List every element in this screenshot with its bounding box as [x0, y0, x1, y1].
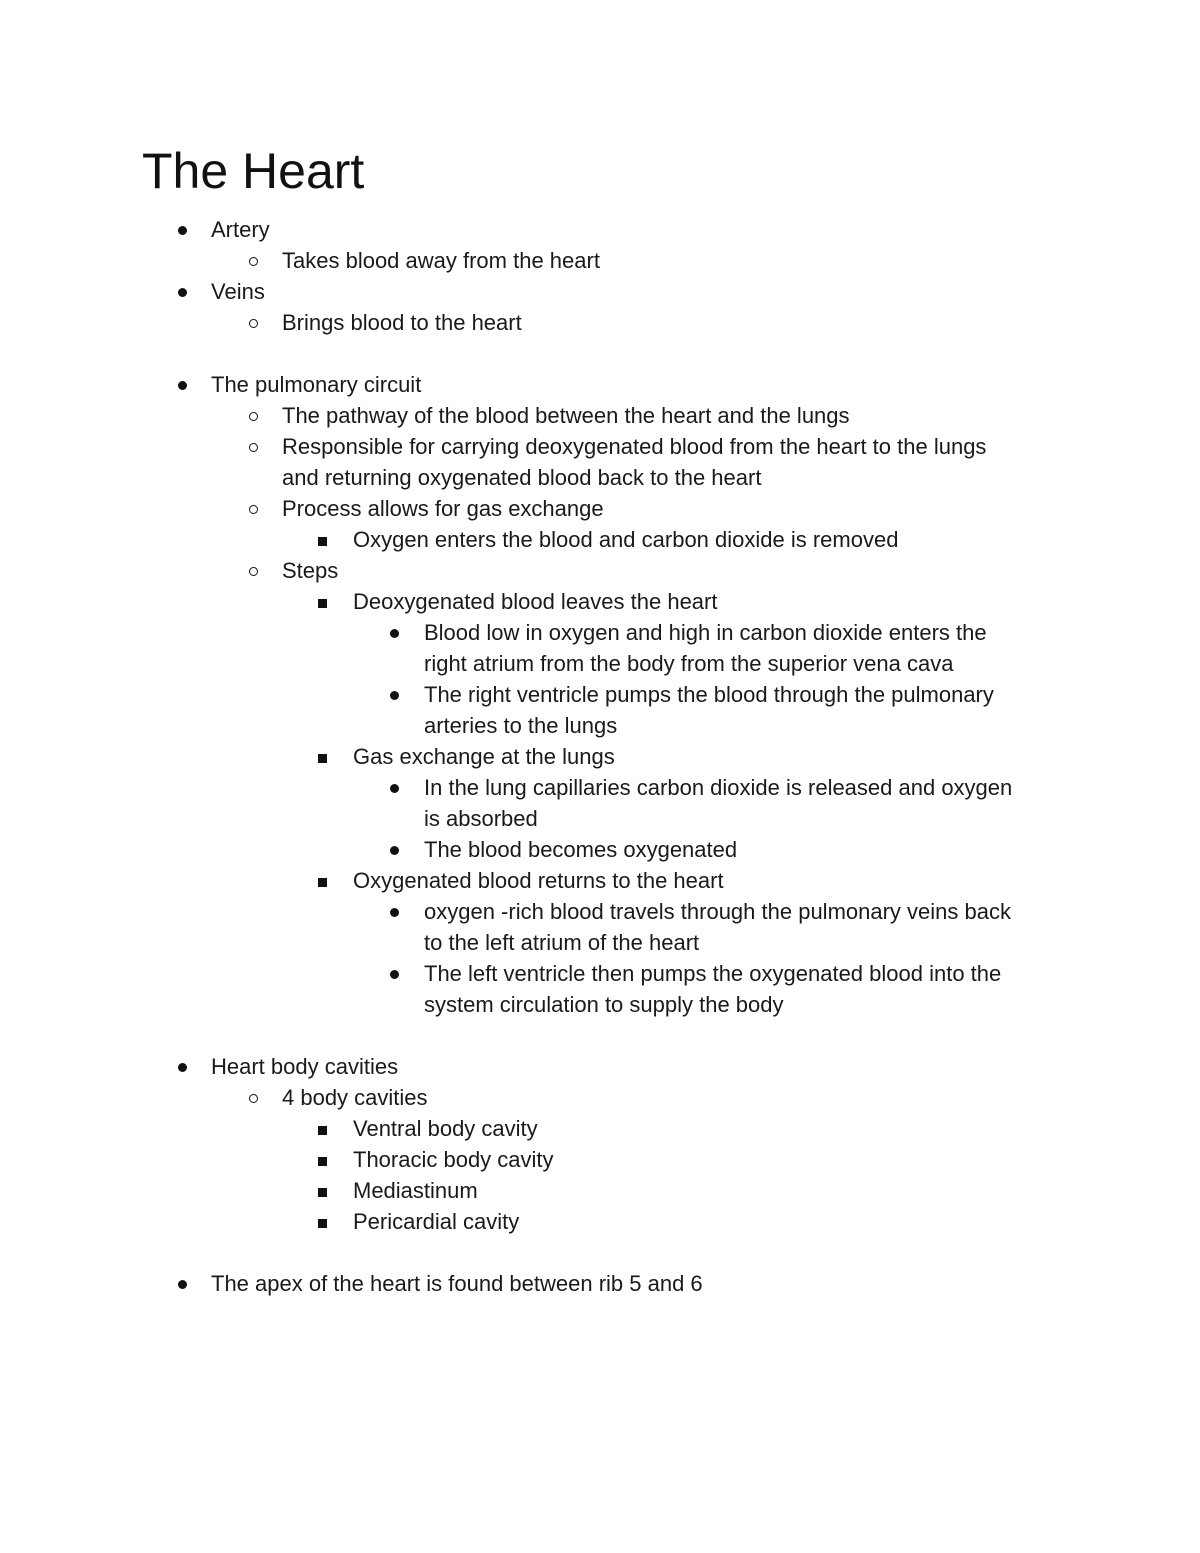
- list-item-continuation: system circulation to supply the body: [424, 992, 784, 1017]
- list-item: The pathway of the blood between the heart and the lungs: [282, 403, 850, 428]
- list-item: Oxygen enters the blood and carbon dioxide is removed: [353, 527, 899, 552]
- list-item: Gas exchange at the lungs: [353, 744, 615, 769]
- list-item-continuation: right atrium from the body from the superior vena cava: [424, 651, 954, 676]
- list-item: Steps: [282, 558, 339, 583]
- list-item: Responsible for carrying deoxygenated blood from the heart to the lungs: [282, 434, 987, 459]
- list-item: Oxygenated blood returns to the heart: [353, 868, 724, 893]
- list-item: oxygen -rich blood travels through the pulmonary veins back: [424, 899, 1011, 924]
- list-item: Mediastinum: [353, 1178, 478, 1203]
- list-item: The pulmonary circuit: [211, 372, 422, 397]
- list-item: Ventral body cavity: [353, 1116, 538, 1141]
- list-item: Blood low in oxygen and high in carbon dioxide enters the: [424, 620, 987, 645]
- list-item: The right ventricle pumps the blood through the pulmonary: [424, 682, 994, 707]
- list-item: The apex of the heart is found between rib 5 and 6: [211, 1271, 703, 1296]
- list-item-continuation: to the left atrium of the heart: [424, 930, 700, 955]
- list-item: Process allows for gas exchange: [282, 496, 604, 521]
- list-item: In the lung capillaries carbon dioxide is released and oxygen: [424, 775, 1013, 800]
- list-item: Pericardial cavity: [353, 1209, 520, 1234]
- page-title: The Heart: [142, 143, 365, 199]
- list-item: Deoxygenated blood leaves the heart: [353, 589, 718, 614]
- list-item-continuation: is absorbed: [424, 806, 538, 831]
- list-item: Brings blood to the heart: [282, 310, 522, 335]
- notes-list: [0, 214, 1200, 1299]
- list-item: Artery: [211, 217, 270, 242]
- list-item: 4 body cavities: [282, 1085, 428, 1110]
- list-item-continuation: and returning oxygenated blood back to the heart: [282, 465, 762, 490]
- list-item: Heart body cavities: [211, 1054, 399, 1079]
- list-item: The left ventricle then pumps the oxygenated blood into the: [424, 961, 1002, 986]
- list-item-continuation: arteries to the lungs: [424, 713, 618, 738]
- list-item: Thoracic body cavity: [353, 1147, 554, 1172]
- list-item: The blood becomes oxygenated: [424, 837, 738, 862]
- list-item: Takes blood away from the heart: [282, 248, 600, 273]
- list-item: Veins: [211, 279, 265, 304]
